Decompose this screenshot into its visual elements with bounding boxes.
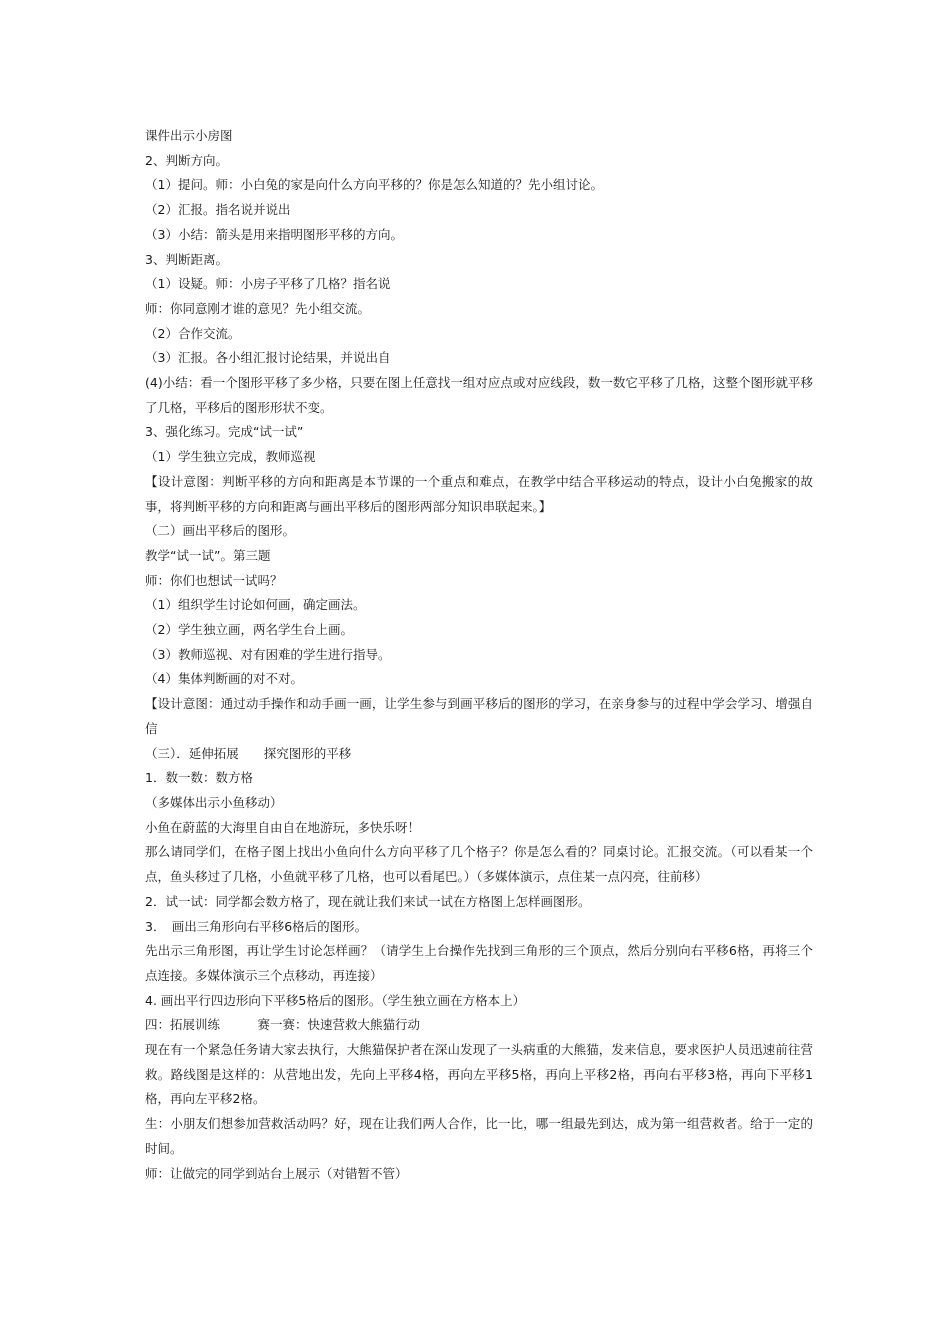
text-line: （多媒体出示小鱼移动） <box>145 794 283 810</box>
text-line: （2）学生独立画，两名学生台上画。 <box>145 622 353 638</box>
text-line: 课件出示小房图 <box>145 128 233 143</box>
text-line: 教学“试一试”。第三题 <box>145 547 271 563</box>
section-heading: （二）画出平移后的图形。 <box>145 523 296 539</box>
text-line: (4)小结：看一个图形平移了多少格，只要在图上任意找一组对应点或对应线段，数一数它平移了几格，这整个图形就平移了几格，平移后的图形形状不变。 <box>145 375 813 415</box>
text-line: 3、判断距离。 <box>145 251 228 267</box>
text-line: 小鱼在蔚蓝的大海里自由自在地游玩，多快乐呀！ <box>145 819 421 835</box>
text-line: （1）设疑。师：小房子平移了几格？指名说 <box>145 276 391 292</box>
text-line: 现在有一个紧急任务请大家去执行，大熊猫保护者在深山发现了一头病重的大熊猫，发来信息，要求医护人员迅速前往营救。路线图是这样的：从营地出发，先向上平移4格，再向左平移5格，再向上平移2格，再向右平移3格，再向下平移1格，再向左平移2格。 <box>145 1042 813 1107</box>
text-line: 3． 画出三角形向右平移6格后的图形。 <box>145 918 368 934</box>
text-line: （1）提问。师：小白兔的家是向什么方向平移的？你是怎么知道的？先小组讨论。 <box>145 177 603 193</box>
text-line: 师：你同意刚才谁的意见？先小组交流。 <box>145 300 371 316</box>
text-line: 那么请同学们，在格子图上找出小鱼向什么方向平移了几个格子？你是怎么看的？同桌讨论。汇报交流。（可以看某一个点，鱼头移过了几格，小鱼就平移了几格，也可以看尾巴。）（多媒体演示，点住某一点闪亮，往前移） <box>145 844 813 885</box>
text-line: 先出示三角形图，再让学生讨论怎样画？（请学生上台操作先找到三角形的三个顶点，然后分别向右平移6格，再将三个点连接。多媒体演示三个点移动，再连接） <box>145 943 813 983</box>
text-line: （2）汇报。指名说并说出 <box>145 202 291 218</box>
text-line: （4）集体判断画的对不对。 <box>145 671 303 687</box>
text-line: 2．试一试：同学都会数方格了，现在就让我们来试一试在方格图上怎样画图形。 <box>145 893 591 909</box>
text-line: 师：让做完的同学到站台上展示（对错暂不管） <box>145 1165 408 1181</box>
text-line: 1．数一数：数方格 <box>145 770 253 786</box>
text-line: （2）合作交流。 <box>145 325 241 341</box>
text-line: （3）小结：箭头是用来指明图形平移的方向。 <box>145 226 403 242</box>
text-line: 3、强化练习。完成“试一试” <box>145 424 304 440</box>
text-line: （3）汇报。各小组汇报讨论结果，并说出自 <box>145 350 391 366</box>
text-line: （3）教师巡视、对有困难的学生进行指导。 <box>145 646 391 662</box>
text-line: 2、判断方向。 <box>145 152 228 168</box>
section-heading: 四：拓展训练 赛一赛：快速营救大熊猫行动 <box>145 1017 421 1033</box>
design-intent-note: 【设计意图：通过动手操作和动手画一画，让学生参与到画平移后的图形的学习，在亲身参与的过程中学会学习、增强自信 <box>145 696 813 736</box>
design-intent-note: 【设计意图：判断平移的方向和距离是本节课的一个重点和难点，在教学中结合平移运动的特点，设计小白兔搬家的故事，将判断平移的方向和距离与画出平移后的图形两部分知识串联起来。】 <box>145 473 813 514</box>
text-line: 师：你们也想试一试吗？ <box>145 572 283 588</box>
section-heading: （三）．延伸拓展 探究图形的平移 <box>145 745 352 761</box>
text-line: （1）学生独立完成，教师巡视 <box>145 449 316 465</box>
document-body <box>145 124 813 1186</box>
text-line: 4. 画出平行四边形向下平移5格后的图形。（学生独立画在方格本上） <box>145 992 526 1008</box>
text-line: 生：小朋友们想参加营救活动吗？好，现在让我们两人合作，比一比，哪一组最先到达，成为第一组营救者。给于一定的时间。 <box>145 1116 813 1156</box>
text-line: （1）组织学生讨论如何画，确定画法。 <box>145 597 366 613</box>
